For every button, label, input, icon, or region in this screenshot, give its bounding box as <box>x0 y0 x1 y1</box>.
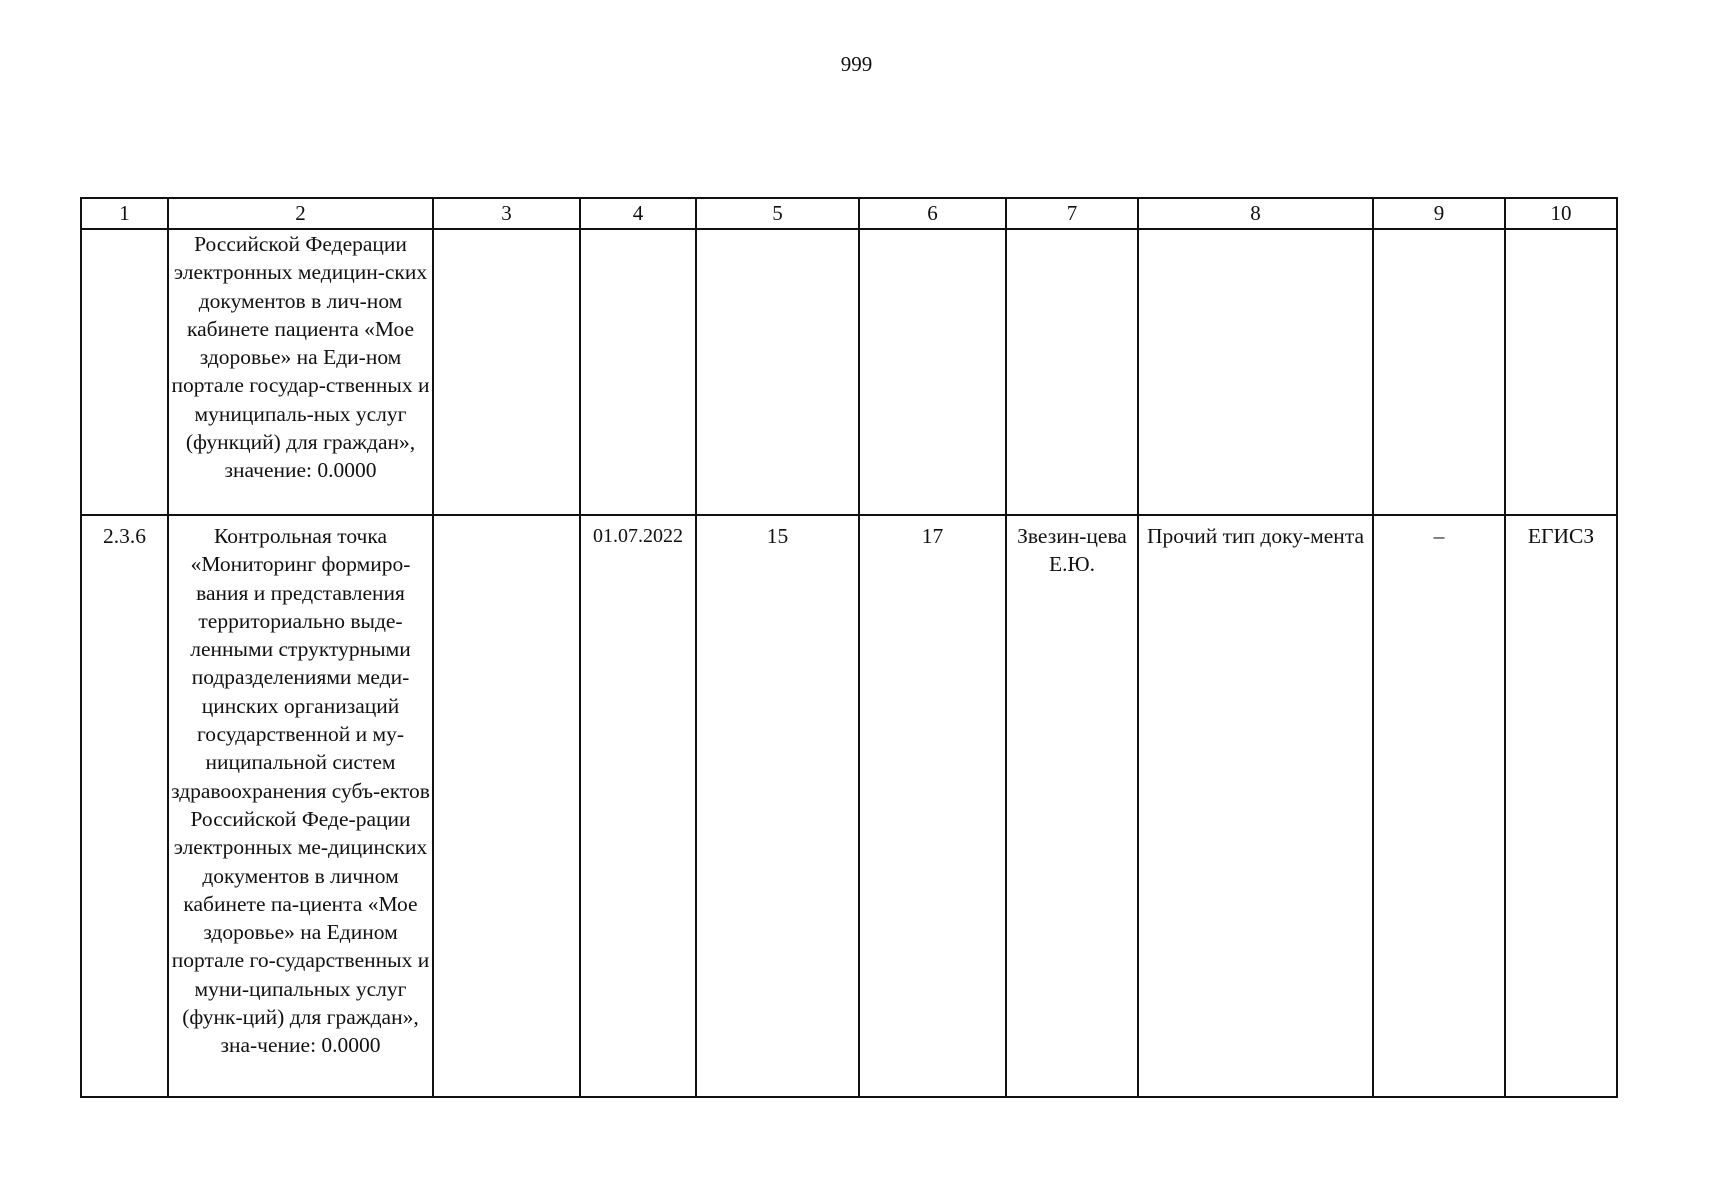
header-col-8: 8 <box>1138 198 1373 229</box>
header-col-7: 7 <box>1006 198 1138 229</box>
cell-system: ЕГИСЗ <box>1505 515 1617 1097</box>
header-col-6: 6 <box>859 198 1006 229</box>
cell-number: 2.3.6 <box>81 515 168 1097</box>
cell-col-6 <box>859 229 1006 515</box>
cell-col-3 <box>433 229 580 515</box>
header-col-5: 5 <box>696 198 859 229</box>
cell-system <box>1505 229 1617 515</box>
cell-col-9: – <box>1373 515 1505 1097</box>
cell-responsible <box>1006 229 1138 515</box>
table-row <box>81 229 1617 515</box>
cell-document-type <box>1138 229 1373 515</box>
cell-document-type: Прочий тип доку-мента <box>1138 515 1373 1097</box>
cell-col-5 <box>696 229 859 515</box>
header-col-3: 3 <box>433 198 580 229</box>
cell-col-3 <box>433 515 580 1097</box>
cell-description: Российской Федерации электронных медицин-ских документов в лич-ном кабинете пациента «Мое здоровье» на Еди-ном портале государ-ственных и муниципаль-ных услуг (функций) для граждан», значение: 0.0000 <box>168 229 433 515</box>
header-col-2: 2 <box>168 198 433 229</box>
header-col-9: 9 <box>1373 198 1505 229</box>
cell-col-5: 15 <box>696 515 859 1097</box>
table-row <box>81 515 1617 1097</box>
header-col-10: 10 <box>1505 198 1617 229</box>
cell-date: 01.07.2022 <box>580 515 696 1097</box>
cell-col-9 <box>1373 229 1505 515</box>
cell-date <box>580 229 696 515</box>
cell-responsible: Звезин-цева Е.Ю. <box>1006 515 1138 1097</box>
document-table <box>80 197 1618 1098</box>
header-col-1: 1 <box>81 198 168 229</box>
cell-description: Контрольная точка «Мониторинг формиро-вания и представления территориально выде-ленными структурными подразделениями меди-цинских организаций государственной и му-ниципальной систем здравоохранения субъ-ектов Российской Феде-рации электронных ме-дицинских документов в личном кабинете па-циента «Мое здоровье» на Едином портале го-сударственных и муни-ципальных услуг (функ-ций) для граждан», зна-чение: 0.0000 <box>168 515 433 1097</box>
cell-number <box>81 229 168 515</box>
cell-col-6: 17 <box>859 515 1006 1097</box>
header-row <box>81 198 1617 229</box>
header-col-4: 4 <box>580 198 696 229</box>
page-number: 999 <box>840 52 873 76</box>
